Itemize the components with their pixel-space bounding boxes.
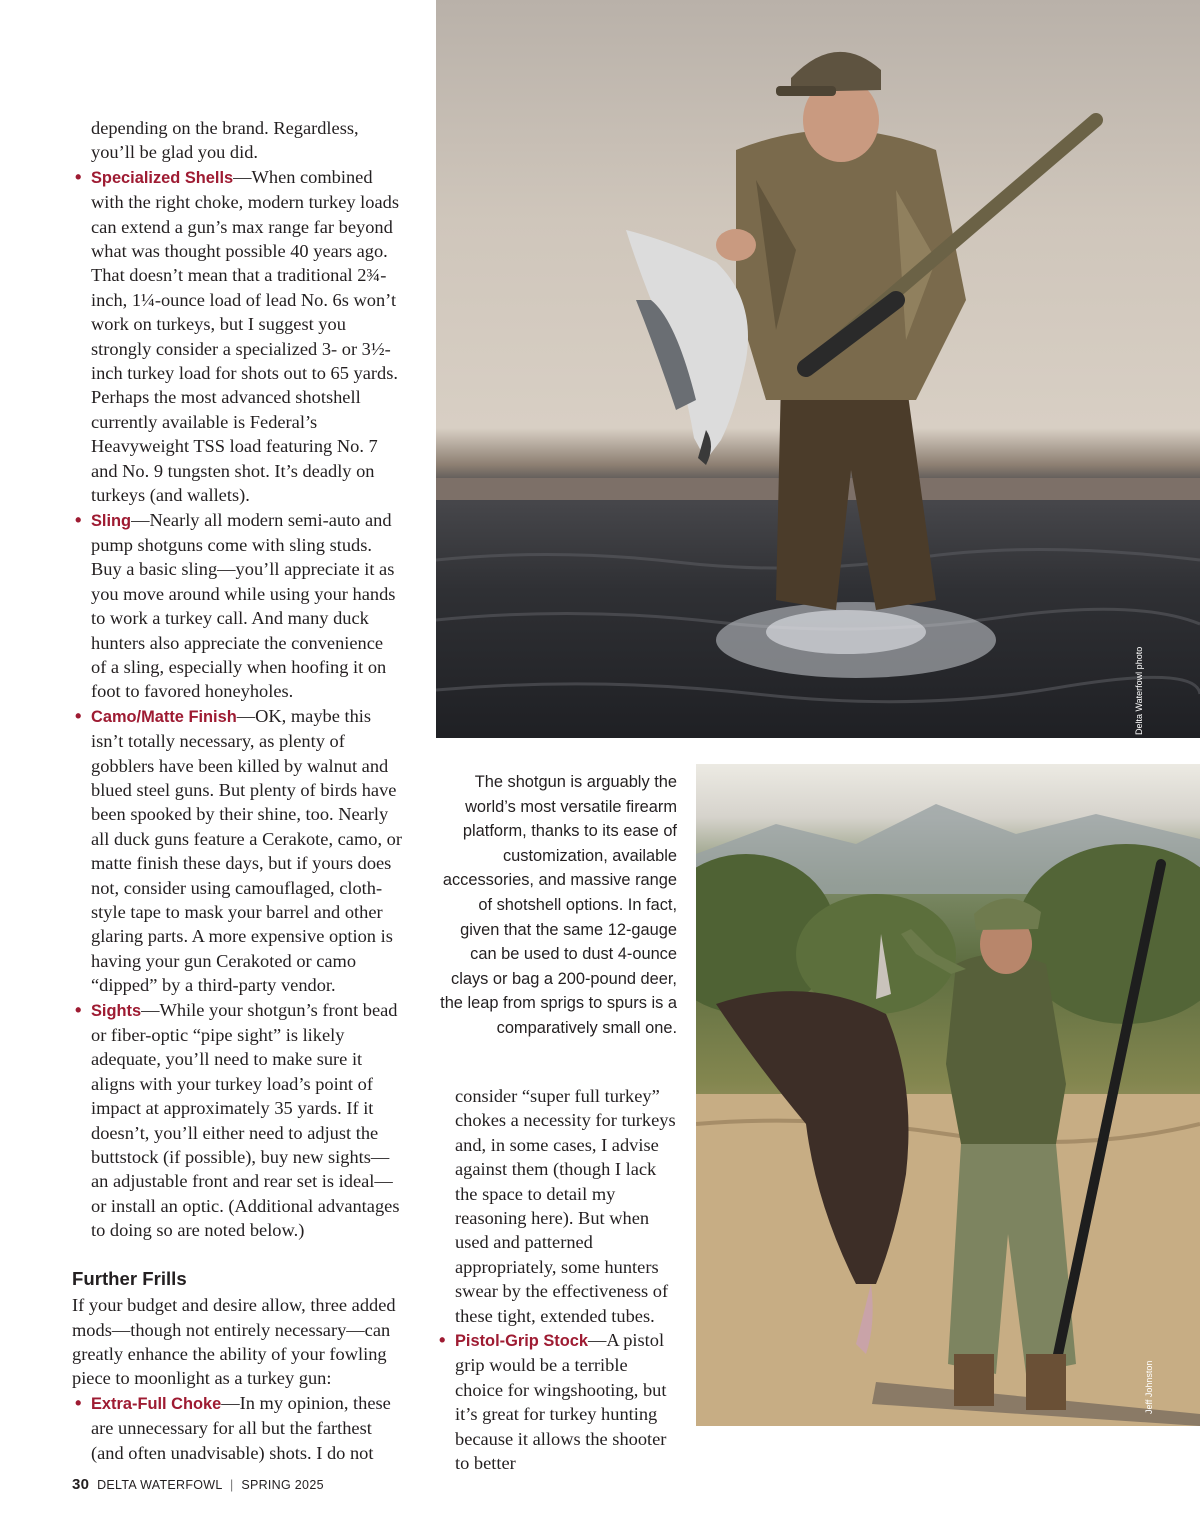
- bullet-dot: •: [75, 508, 82, 530]
- lead-paragraph: depending on the brand. Regardless, you’ll be glad you did.: [91, 118, 359, 163]
- hunter-wading-illustration: [436, 0, 1200, 738]
- section-intro: If your budget and desire allow, three added mods—though not entirely necessary—can greatly enhance the ability of your fowling piece to moonlight as a turkey gun:: [72, 1295, 396, 1389]
- middle-column: [436, 1084, 680, 1476]
- bullet-dot: •: [75, 998, 82, 1020]
- photo-credit-top: Delta Waterfowl photo: [1134, 646, 1144, 735]
- hunter-turkey-illustration: [696, 764, 1200, 1426]
- bullet-keyword: Sling: [91, 511, 132, 530]
- publication-name: DELTA WATERFOWL: [97, 1478, 223, 1492]
- footer-separator: |: [229, 1478, 234, 1492]
- bullet-dot: •: [439, 1329, 446, 1351]
- bullet-text: —In my opinion, these are unnecessary for all but the farthest (and often unadvisable) shots. I do not: [91, 1392, 391, 1463]
- bullet-keyword: Camo/Matte Finish: [91, 707, 237, 726]
- hunter-wading-photo: [436, 0, 1200, 738]
- bullet-dot: •: [75, 1391, 82, 1413]
- continuation-paragraph: consider “super full turkey” chokes a necessity for turkeys and, in some cases, I advise against them (though I lack the space to detail my reasoning here). But when used and patterned appropriately, some hunters swear by the effectiveness of these tight, extended tubes.: [455, 1086, 676, 1326]
- bullet-text: —Nearly all modern semi-auto and pump shotguns come with sling studs. Buy a basic sling—you’ll appreciate it as you move around while using your hands to work a turkey call. And many duck hunters also appreciate the convenience of a sling, especially when hoofing it on foot to favored honeyholes.: [91, 509, 396, 702]
- bullet-text: —A pistol grip would be a terrible choice for wingshooting, but it’s great for turkey hunting because it allows the shooter to better: [455, 1330, 667, 1474]
- bullet-camo-finish: [72, 704, 402, 998]
- bullet-text: —While your shotgun’s front bead or fiber-optic “pipe sight” is likely adequate, you’ll need to make sure it aligns with your turkey load’s point of impact at approximately 35 yards. If it doesn’t, you’ll either need to adjust the buttstock (if possible), buy new sights—an adjustable front and rear set is ideal—or install an optic. (Additional advantages to doing so are noted below.): [91, 999, 400, 1241]
- bullet-keyword: Extra-Full Choke: [91, 1394, 222, 1413]
- bullet-keyword: Sights: [91, 1001, 142, 1020]
- bullet-pistol-grip-stock: [436, 1328, 680, 1475]
- issue-date: SPRING 2025: [241, 1478, 324, 1492]
- bullet-text: —OK, maybe this isn’t totally necessary, as plenty of gobblers have been killed by walnut and blued steel guns. But plenty of birds have been spooked by their shine, too. Nearly all duck guns feature a Cerakote, camo, or matte finish these days, but if yours does not, consider using camouflaged, cloth-style tape to mask your barrel and other glaring parts. A more expensive option is having your gun Cerakoted or camo “dipped” by a third-party vendor.: [91, 705, 402, 996]
- bullet-text: —When combined with the right choke, modern turkey loads can extend a gun’s max range far beyond what was thought possible 40 years ago. That doesn’t mean that a traditional 2¾-inch, 1¼-ounce load of lead No. 6s won’t work on turkeys, but I suggest you strongly consider a specialized 3- or 3½-inch turkey load for shots out to 65 yards. Perhaps the most advanced shotshell currently available is Federal’s Heavyweight TSS load featuring No. 7 and No. 9 tungsten shot. It’s deadly on turkeys (and wallets).: [91, 166, 399, 506]
- page-number: 30: [72, 1476, 90, 1493]
- photo-credit-bottom: Jeff Johnston: [1144, 1360, 1154, 1414]
- left-column: [72, 116, 402, 1465]
- bullet-extra-full-choke: [72, 1391, 402, 1465]
- pull-quote: The shotgun is arguably the world’s most versatile firearm platform, thanks to its ease of customization, available accessories, and massive range of shotshell options. In fact, given that the same 12-gauge can be used to dust 4-ounce clays or bag a 200-pound deer, the leap from sprigs to spurs is a comparatively small one.: [440, 773, 677, 1037]
- bullet-keyword: Pistol-Grip Stock: [455, 1332, 588, 1351]
- bullet-specialized-shells: [72, 165, 402, 508]
- bullet-sights: [72, 998, 402, 1243]
- section-heading: Further Frills: [72, 1267, 187, 1289]
- hunter-turkey-photo: [696, 764, 1200, 1426]
- bullet-dot: •: [75, 165, 82, 187]
- page-footer: [72, 1476, 324, 1493]
- bullet-dot: •: [75, 704, 82, 726]
- bullet-sling: [72, 508, 402, 704]
- bullet-keyword: Specialized Shells: [91, 168, 234, 187]
